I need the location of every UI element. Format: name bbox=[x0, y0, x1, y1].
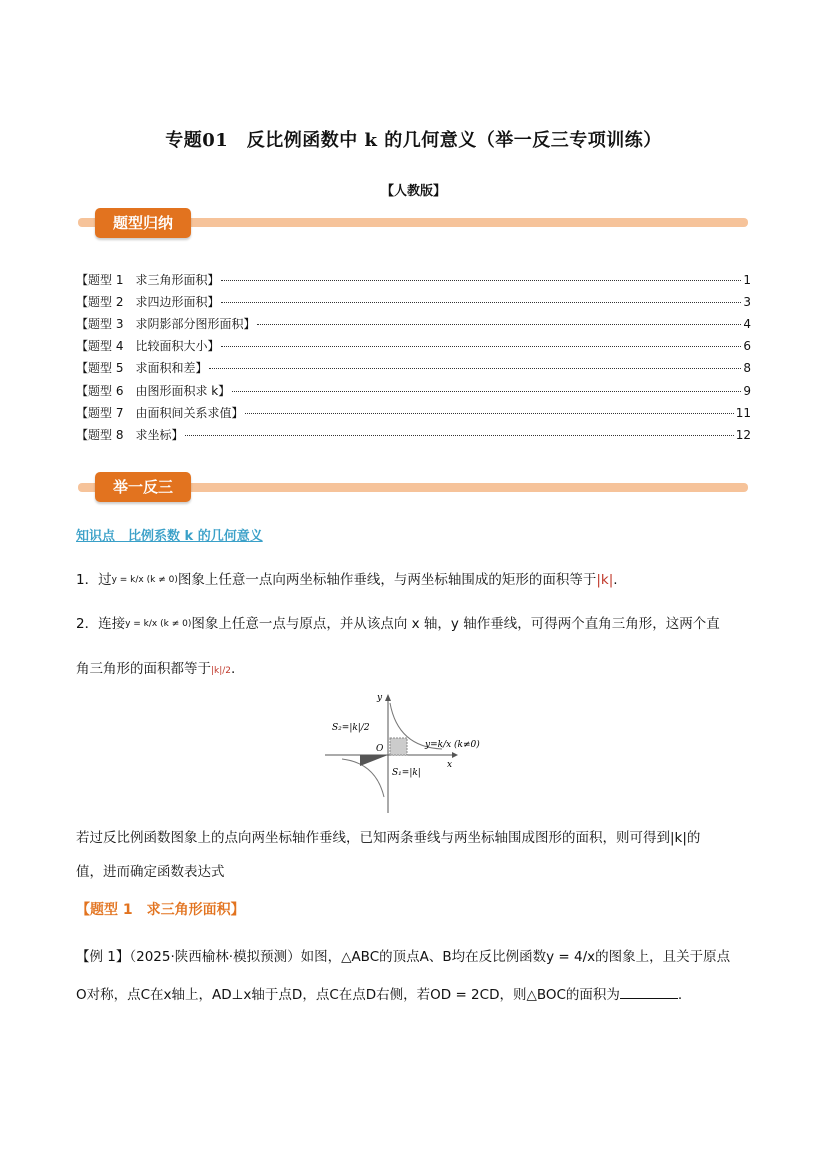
banner-types: 题型归纳 bbox=[95, 208, 191, 238]
s1-label: S₁=|k| bbox=[392, 768, 421, 778]
toc-leader bbox=[245, 413, 733, 414]
toc-label: 【题型 3 求阴影部分图形面积】 bbox=[76, 317, 256, 332]
toc-entry[interactable] bbox=[76, 404, 751, 421]
point-1-end: . bbox=[613, 572, 618, 588]
example-1-line1: 【例 1】（2025·陕西榆林·模拟预测）如图，△ABC的顶点A、B均在反比例函数y = 4/x的图象上，且关于原点 bbox=[76, 949, 731, 965]
toc-label: 【题型 6 由图形面积求 k】 bbox=[76, 383, 231, 398]
edition-label: 【人教版】 bbox=[380, 184, 446, 199]
point-2-cont bbox=[76, 657, 235, 677]
point-1-value: |k| bbox=[596, 572, 614, 588]
toc-label: 【题型 8 求坐标】 bbox=[76, 427, 184, 442]
s2-label: S₂=|k|/2 bbox=[332, 723, 370, 733]
origin-label: O bbox=[376, 744, 384, 754]
point-2-pre: 2．连接 bbox=[76, 616, 126, 632]
toc-label: 【题型 2 求四边形面积】 bbox=[76, 295, 220, 310]
toc-entry[interactable] bbox=[76, 293, 751, 310]
answer-blank[interactable] bbox=[620, 998, 678, 999]
toc-label: 【题型 1 求三角形面积】 bbox=[76, 273, 220, 287]
toc-page: 12 bbox=[735, 427, 751, 442]
toc-page: 8 bbox=[743, 361, 751, 376]
point-1-pre: 1．过 bbox=[76, 572, 112, 588]
toc-page: 1 bbox=[743, 273, 751, 287]
y-label: y bbox=[377, 693, 383, 703]
rectangle-s1 bbox=[390, 738, 407, 755]
x-axis-arrow bbox=[452, 752, 458, 758]
toc-leader bbox=[209, 368, 741, 369]
example-1-end: . bbox=[677, 987, 683, 1003]
toc-leader bbox=[185, 435, 733, 436]
formula: y = k/x (k ≠ 0) bbox=[111, 575, 178, 585]
toc-page: 6 bbox=[743, 339, 751, 354]
banner-examples: 举一反三 bbox=[95, 472, 191, 502]
toc-leader bbox=[232, 391, 741, 392]
toc-label: 【题型 4 比较面积大小】 bbox=[76, 339, 220, 354]
point-2-line2: 角三角形的面积都等于 bbox=[76, 661, 211, 677]
knowledge-point-title: 知识点 比例系数 k 的几何意义 bbox=[76, 529, 263, 544]
toc-leader bbox=[221, 302, 741, 303]
toc-entry[interactable] bbox=[76, 337, 751, 354]
example-1-text: O对称，点C在x轴上，AD⊥x轴于点D，点C在点D右侧，若OD = 2CD，则△BOC的面积为 bbox=[76, 987, 620, 1003]
point-2-end: . bbox=[231, 661, 236, 677]
toc-page: 9 bbox=[743, 383, 751, 398]
toc-page: 3 bbox=[743, 295, 751, 310]
toc-page: 11 bbox=[735, 405, 751, 420]
point-2-value: |k|/2 bbox=[211, 666, 232, 676]
toc-label: 【题型 7 由面积间关系求值】 bbox=[76, 405, 244, 420]
page-title: 专题01 反比例函数中 k 的几何意义（举一反三专项训练） bbox=[165, 130, 662, 151]
paragraph-line1: 若过反比例函数图象上的点向两坐标轴作垂线，已知两条垂线与两坐标轴围成图形的面积，则可得到|k|的 bbox=[76, 830, 701, 846]
point-1-text: 图象上任意一点向两坐标轴作垂线，与两坐标轴围成的矩形的面积等于 bbox=[177, 572, 597, 588]
toc-label: 【题型 5 求面积和差】 bbox=[76, 361, 208, 376]
toc-entry[interactable] bbox=[76, 359, 751, 376]
point-1 bbox=[76, 568, 618, 588]
function-label: y=k/x (k≠0) bbox=[425, 740, 480, 750]
toc-entry[interactable] bbox=[76, 271, 751, 288]
paragraph-line2: 值，进而确定函数表达式 bbox=[76, 864, 225, 880]
section-heading-type1: 【题型 1 求三角形面积】 bbox=[76, 902, 245, 918]
example-1-line2 bbox=[76, 983, 682, 1003]
toc-entry[interactable] bbox=[76, 315, 751, 332]
toc-leader bbox=[257, 324, 741, 325]
point-2-text: 图象上任意一点与原点，并从该点向 x 轴，y 轴作垂线，可得两个直角三角形，这两个直 bbox=[191, 616, 720, 632]
triangle-s2 bbox=[360, 755, 388, 766]
x-label: x bbox=[447, 760, 453, 770]
toc-entry[interactable] bbox=[76, 382, 751, 399]
toc-page: 4 bbox=[743, 317, 751, 332]
point-2 bbox=[76, 612, 720, 632]
y-axis-arrow bbox=[385, 694, 391, 701]
toc-leader bbox=[221, 280, 741, 281]
formula: y = k/x (k ≠ 0) bbox=[125, 619, 192, 629]
hyperbola-figure bbox=[320, 685, 510, 815]
toc-leader bbox=[221, 346, 741, 347]
toc-entry[interactable] bbox=[76, 426, 751, 443]
